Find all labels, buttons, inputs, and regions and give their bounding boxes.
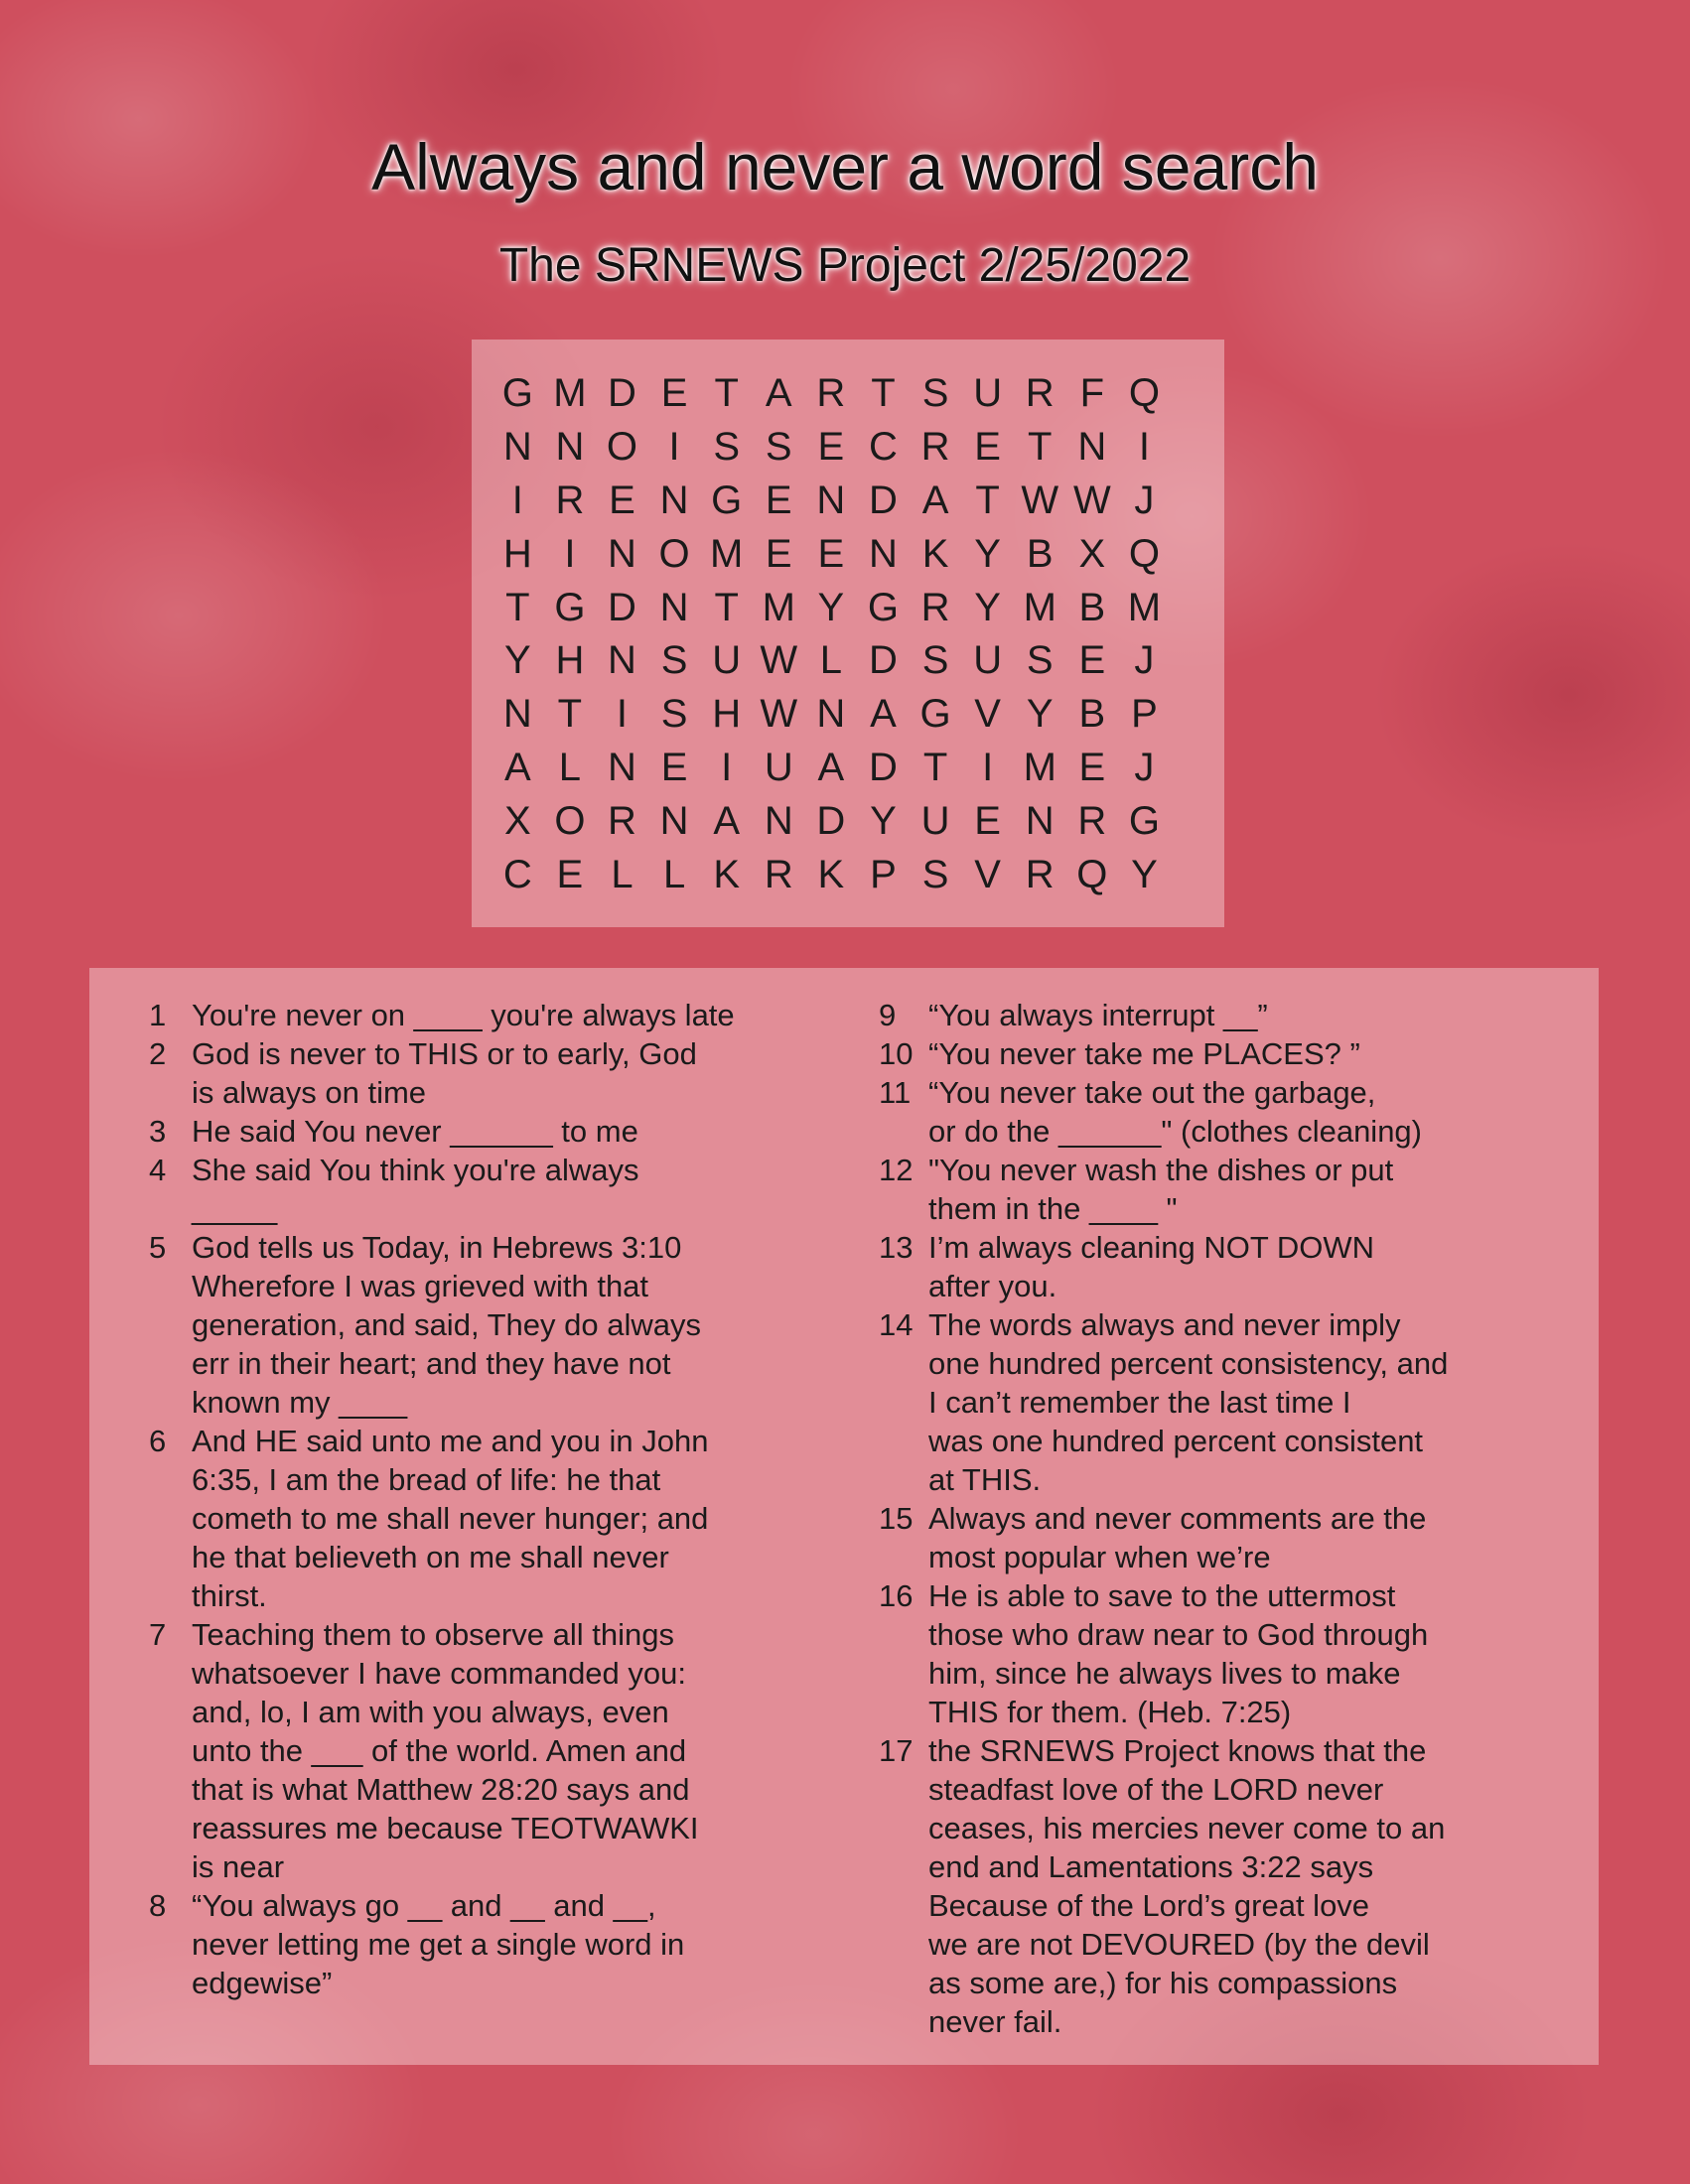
grid-letter: R (1025, 853, 1055, 897)
grid-letter: Q (1128, 531, 1160, 576)
grid-letter: G (711, 478, 743, 522)
grid-letter: H (555, 638, 585, 683)
grid-letter: X (503, 799, 531, 844)
grid-letter: L (611, 853, 634, 897)
grid-letter: G (554, 585, 586, 629)
word-search-grid (492, 367, 1171, 902)
clue-text: “You never take me PLACES? ” (928, 1036, 1360, 1071)
grid-letter: E (765, 531, 792, 576)
clue-item (879, 1731, 1574, 2041)
grid-letter: M (1023, 585, 1056, 629)
clues-left-column (149, 996, 824, 2002)
clue-text: I’m always cleaning NOT DOWN after you. (928, 1230, 1375, 1303)
grid-letter: N (502, 424, 532, 469)
clue-number: 12 (879, 1153, 914, 1187)
grid-letter: N (869, 531, 898, 576)
clue-item (149, 1886, 824, 2002)
grid-letter: Y (817, 585, 845, 629)
clue-number: 8 (149, 1888, 167, 1923)
page-subtitle: The SRNEWS Project 2/25/2022 (498, 239, 1192, 292)
grid-letter: O (606, 424, 638, 469)
grid-letter: N (608, 746, 636, 790)
grid-letter: R (920, 424, 950, 469)
clue-item (879, 996, 1574, 1034)
grid-letter: I (1138, 424, 1150, 469)
grid-letter: C (502, 853, 532, 897)
grid-letter: Q (1076, 853, 1108, 897)
clues-panel (89, 968, 1599, 2065)
clue-item (879, 1151, 1574, 1228)
clue-text: Teaching them to observe all things whatsoever I have commanded you: and, lo, I am with you always, even unto the ___ of the world. Amen and that is what Matthew 28:20 says and reassures me because TEOTWAWKI is near (192, 1617, 699, 1884)
clue-item (879, 1228, 1574, 1305)
grid-letter: N (764, 799, 793, 844)
grid-letter: A (503, 746, 531, 790)
grid-letter: J (1134, 638, 1155, 683)
clue-item (149, 1034, 824, 1112)
grid-letter: X (1078, 531, 1106, 576)
grid-letter: B (1026, 531, 1054, 576)
grid-letter: A (817, 746, 845, 790)
grid-letter: R (555, 478, 585, 522)
clue-text: She said You think you're always _____ (192, 1153, 639, 1226)
grid-letter: K (921, 531, 949, 576)
grid-letter: O (554, 799, 586, 844)
clue-number: 13 (879, 1230, 914, 1265)
grid-letter: R (608, 799, 636, 844)
clue-item (149, 1112, 824, 1151)
grid-letter: E (974, 799, 1001, 844)
grid-letter: R (1077, 799, 1107, 844)
grid-letter: V (974, 853, 1001, 897)
grid-letter: E (765, 478, 792, 522)
grid-letter: H (502, 531, 532, 576)
clue-text: “You never take out the garbage, or do the ______" (clothes cleaning) (928, 1075, 1422, 1149)
grid-letter: U (973, 638, 1003, 683)
grid-letter: G (919, 692, 951, 737)
grid-letter: R (764, 853, 793, 897)
clue-number: 9 (879, 998, 897, 1032)
grid-letter: I (511, 478, 523, 522)
grid-letter: T (714, 371, 739, 415)
grid-letter: Y (870, 799, 897, 844)
grid-letter: N (502, 692, 532, 737)
grid-letter: D (608, 585, 636, 629)
clue-item (149, 1228, 824, 1422)
grid-letter: E (817, 531, 845, 576)
grid-letter: N (659, 799, 689, 844)
clue-number: 3 (149, 1114, 167, 1149)
clue-number: 15 (879, 1501, 914, 1536)
grid-letter: Q (1128, 371, 1160, 415)
grid-letter: V (974, 692, 1001, 737)
grid-letter: Y (1131, 853, 1158, 897)
grid-letter: F (1079, 371, 1105, 415)
grid-letter: N (555, 424, 585, 469)
grid-letter: S (765, 424, 792, 469)
grid-letter: M (1127, 585, 1162, 629)
grid-letter: P (870, 853, 897, 897)
clue-item (879, 1073, 1574, 1151)
grid-letter: A (870, 692, 897, 737)
grid-letter: R (920, 585, 950, 629)
grid-letter: P (1131, 692, 1158, 737)
grid-letter: I (668, 424, 680, 469)
grid-letter: H (712, 692, 742, 737)
clue-item (149, 1615, 824, 1886)
clue-number: 6 (149, 1424, 167, 1458)
grid-letter: W (760, 692, 798, 737)
grid-letter: E (974, 424, 1001, 469)
clue-number: 1 (149, 998, 167, 1032)
grid-letter: T (922, 746, 948, 790)
clues-right-column (879, 996, 1574, 2041)
grid-letter: G (1128, 799, 1160, 844)
grid-letter: W (760, 638, 798, 683)
clue-item (879, 1499, 1574, 1576)
grid-letter: Y (974, 585, 1001, 629)
grid-letter: C (869, 424, 898, 469)
grid-letter: S (921, 853, 949, 897)
grid-letter: I (564, 531, 576, 576)
grid-letter: E (817, 424, 845, 469)
grid-letter: T (975, 478, 1000, 522)
clue-text: Always and never comments are the most popular when we’re (928, 1501, 1427, 1574)
clue-text: the SRNEWS Project knows that the steadfast love of the LORD never ceases, his mercies never come to an end and Lamentations 3:22 says Because of the Lord’s great love we are not DEVOURED (by the devil as some are,) for his compassions never fail. (928, 1733, 1446, 2039)
grid-letter: R (1025, 371, 1055, 415)
grid-letter: I (616, 692, 629, 737)
grid-letter: U (973, 371, 1003, 415)
grid-letter: M (553, 371, 587, 415)
grid-letter: T (714, 585, 739, 629)
grid-letter: T (557, 692, 583, 737)
clue-text: God tells us Today, in Hebrews 3:10 Wherefore I was grieved with that generation, and said, They do always err in their heart; and they have not known my ____ (192, 1230, 701, 1420)
clue-text: You're never on ____ you're always late (192, 998, 735, 1032)
grid-letter: E (1078, 638, 1106, 683)
grid-letter: A (921, 478, 949, 522)
word-search-panel (472, 340, 1224, 927)
grid-letter: M (1023, 746, 1056, 790)
grid-letter: T (1028, 424, 1053, 469)
grid-letter: E (660, 746, 688, 790)
grid-letter: U (920, 799, 950, 844)
grid-letter: I (721, 746, 733, 790)
clue-number: 17 (879, 1733, 914, 1768)
clue-number: 2 (149, 1036, 167, 1071)
grid-letter: N (816, 692, 846, 737)
grid-letter: A (765, 371, 792, 415)
clue-item (879, 1305, 1574, 1499)
clue-text: He said You never ______ to me (192, 1114, 638, 1149)
grid-letter: A (713, 799, 741, 844)
clue-item (879, 1034, 1574, 1073)
grid-letter: K (713, 853, 741, 897)
clue-item (149, 996, 824, 1034)
clue-number: 5 (149, 1230, 167, 1265)
grid-letter: N (1077, 424, 1107, 469)
grid-letter: J (1134, 478, 1155, 522)
grid-letter: T (871, 371, 896, 415)
clue-item (149, 1422, 824, 1615)
grid-letter: S (921, 638, 949, 683)
grid-letter: R (816, 371, 846, 415)
page-title: Always and never a word search (371, 130, 1319, 204)
grid-letter: N (608, 531, 636, 576)
clue-text: He is able to save to the uttermost those who draw near to God through him, since he always lives to make THIS for them. (Heb. 7:25) (928, 1578, 1429, 1729)
clue-number: 4 (149, 1153, 167, 1187)
grid-letter: U (712, 638, 742, 683)
grid-letter: Y (503, 638, 531, 683)
grid-letter: E (1078, 746, 1106, 790)
grid-letter: K (817, 853, 845, 897)
grid-letter: N (816, 478, 846, 522)
clue-item (149, 1151, 824, 1228)
grid-letter: L (662, 853, 686, 897)
clue-number: 16 (879, 1578, 914, 1613)
grid-letter: J (1134, 746, 1155, 790)
grid-letter: S (660, 692, 688, 737)
grid-letter: I (982, 746, 994, 790)
grid-letter: N (608, 638, 636, 683)
clue-item (879, 1576, 1574, 1731)
grid-letter: S (921, 371, 949, 415)
clue-text: God is never to THIS or to early, God is always on time (192, 1036, 697, 1110)
grid-letter: E (609, 478, 635, 522)
grid-letter: E (660, 371, 688, 415)
grid-letter: Y (974, 531, 1001, 576)
grid-letter: M (762, 585, 795, 629)
grid-letter: W (1072, 478, 1111, 522)
grid-letter: O (658, 531, 690, 576)
grid-letter: T (505, 585, 530, 629)
clue-text: "You never wash the dishes or put them in the ____ " (928, 1153, 1394, 1226)
grid-letter: N (659, 478, 689, 522)
grid-letter: E (556, 853, 584, 897)
grid-letter: B (1078, 585, 1106, 629)
clue-text: And HE said unto me and you in John 6:35, I am the bread of life: he that cometh to me shall never hunger; and he that believeth on me shall never thirst. (192, 1424, 709, 1613)
grid-letter: D (869, 746, 898, 790)
grid-letter: D (869, 478, 898, 522)
grid-letter: L (819, 638, 842, 683)
clue-text: The words always and never imply one hundred percent consistency, and I can’t remember the last time I was one hundred percent consistent at THIS. (928, 1307, 1449, 1497)
grid-letter: U (764, 746, 793, 790)
grid-letter: N (1025, 799, 1055, 844)
grid-letter: W (1021, 478, 1059, 522)
grid-letter: Y (1026, 692, 1054, 737)
clue-number: 7 (149, 1617, 167, 1652)
grid-letter: L (558, 746, 582, 790)
grid-letter: S (660, 638, 688, 683)
grid-letter: S (713, 424, 741, 469)
grid-letter: B (1078, 692, 1106, 737)
grid-letter: D (816, 799, 846, 844)
grid-letter: D (869, 638, 898, 683)
grid-letter: G (501, 371, 533, 415)
clue-text: “You always interrupt __” (928, 998, 1268, 1032)
grid-letter: D (608, 371, 636, 415)
clue-number: 11 (879, 1075, 912, 1110)
clue-number: 14 (879, 1307, 914, 1342)
clue-number: 10 (879, 1036, 914, 1071)
grid-letter: G (867, 585, 900, 629)
grid-letter: S (1026, 638, 1054, 683)
grid-letter: N (659, 585, 689, 629)
grid-letter: M (710, 531, 744, 576)
clue-text: “You always go __ and __ and __, never letting me get a single word in edgewise” (192, 1888, 685, 2000)
